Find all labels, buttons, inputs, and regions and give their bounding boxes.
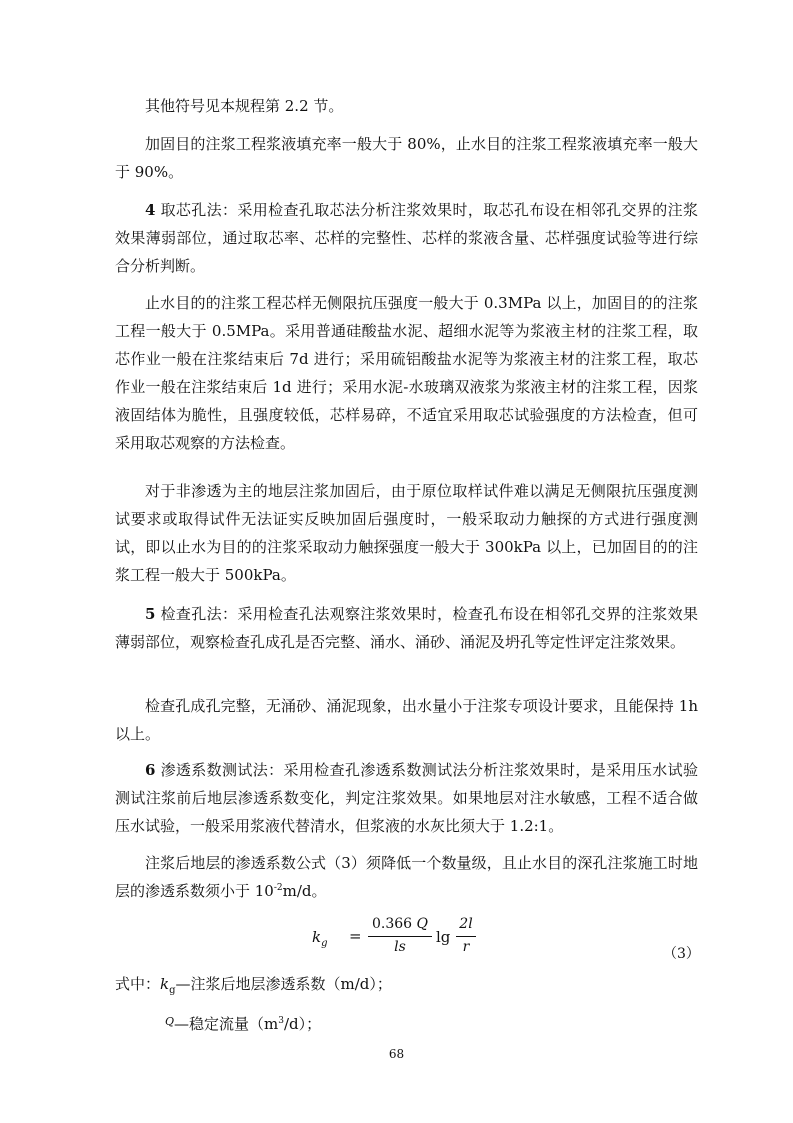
note-kg: 式中：$k_g—$注浆后地层渗透系数（m/d）； <box>115 975 392 996</box>
paragraph-fill-rate: 加固目的注浆工程浆液填充率一般大于 80%，止水目的注浆工程浆液填充率一般大于 90%。 <box>115 135 698 181</box>
formula-lhs: $k_g$ <box>312 928 328 949</box>
equation-number: （3） <box>663 946 700 962</box>
formula-fraction-flow: 0.366 Q ls <box>368 916 432 955</box>
paragraph-hole-complete: 检查孔成孔完整，无涌砂、涌泥现象，出水量小于注浆专项设计要求，且能保持 1h 以上。 <box>115 697 698 743</box>
note-q: $^Q$—稳定流量$(m^3/d)$； <box>165 1015 322 1033</box>
paragraph-core-strength: 止水目的的注浆工程芯样无侧限抗压强度一般大于 0.3MPa 以上，加固目的的注浆工程一般大于 0.5MPa。采用普通硅酸盐水泥、超细水泥等为浆液主材的注浆工程，取芯作业一般在注浆结束后 7d 进行；采用硫铝酸盐水泥等为浆液主材的注浆工程，取芯作业一般在注浆结束后 1d 进行；采用水泥-水玻璃双液浆为浆液主材的注浆工程，因浆液固结体为脆性，且强度较低，芯样易碎，不适宜采用取芯试验强度的方法检查，但可采用取芯观察的方法检查。 <box>115 294 698 452</box>
paragraph-core-method: 4 取芯孔法：采用检查孔取芯法分析注浆效果时，取芯孔布设在相邻孔交界的注浆效果薄弱部位，通过取芯率、芯样的完整性、芯样的浆液含量、芯样强度试验等进行综合分析判断。 <box>115 201 698 275</box>
paragraph-permeability-requirement: 注浆后地层的渗透系数公式（3）须降低一个数量级，且止水目的深孔注浆施工时地层的渗透系数须小于 $10^{-2}m/d$。 <box>115 854 698 900</box>
paragraph-inspection-hole: 5 检查孔法：采用检查孔法观察注浆效果时，检查孔布设在相邻孔交界的注浆效果薄弱部位，观察检查孔成孔是否完整、涌水、涌砂、涌泥及坍孔等定性评定注浆效果。 <box>115 605 698 651</box>
formula-log: lg <box>436 928 451 946</box>
paragraph-dynamic-penetration: 对于非渗透为主的地层注浆加固后，由于原位取样试件难以满足无侧限抗压强度测试要求或取得试件无法证实反映加固后强度时，一般采取动力触探的方式进行强度测试，即以止水为目的的注浆采取动力触探强度一般大于 300kPa 以上，已加固目的的注浆工程一般大于 500kPa。 <box>115 482 698 584</box>
formula-equals: = <box>349 927 362 945</box>
formula-fraction-length: 2l r <box>456 916 476 955</box>
paragraph-permeability-test: 6 渗透系数测试法：采用检查孔渗透系数测试法分析注浆效果时，是采用压水试验测试注浆前后地层渗透系数变化，判定注浆效果。如果地层对注水敏感，工程不适合做压水试验，一般采用浆液代替清水，但浆液的水灰比须大于 1.2:1。 <box>115 761 698 835</box>
item-number: 5 <box>145 605 156 623</box>
permeability-formula <box>312 916 482 964</box>
item-number: 6 <box>145 761 156 779</box>
item-number: 4 <box>145 201 156 219</box>
page-number: 68 <box>388 1047 405 1061</box>
paragraph-other-symbols: 其他符号见本规程第 2.2 节。 <box>145 97 344 115</box>
